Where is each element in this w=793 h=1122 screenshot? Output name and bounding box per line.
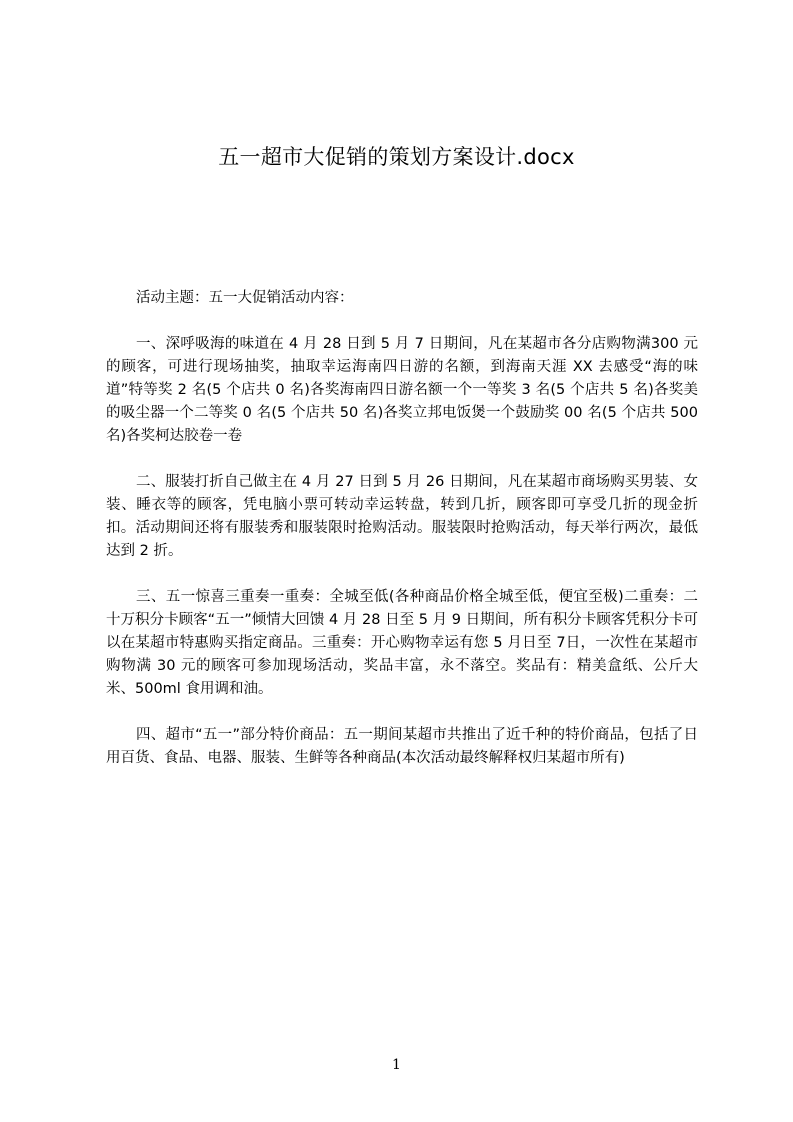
paragraph-section-one: 一、深呼吸海的味道在 4 月 28 日到 5 月 7 日期间，凡在某超市各分店购物满300 元的顾客，可进行现场抽奖，抽取幸运海南四日游的名额，到海南天涯 XX 去感受“海的味道”特等奖 2 名(5 个店共 0 名)各奖海南四日游名额一个一等奖 3 名(5 个店共 5 名)各奖美的吸尘器一个二等奖 0 名(5 个店共 50 名)各奖立邦电饭煲一个鼓励奖 00 名(5 个店共 500 名)各奖柯达胶卷一卷: [106, 336, 698, 444]
paragraph-section-two: 二、服装打折自己做主在 4 月 27 日到 5 月 26 日期间，凡在某超市商场购买男装、女装、睡衣等的顾客，凭电脑小票可转动幸运转盘，转到几折，顾客即可享受几折的现金折扣。活动期间还将有服装秀和服装限时抢购活动。服装限时抢购活动，每天举行两次，最低达到 2 折。: [106, 474, 698, 559]
paragraph-section-three: 三、五一惊喜三重奏一重奏：全城至低(各种商品价格全城至低，便宜至极)二重奏：二十万积分卡顾客“五一”倾情大回馈 4 月 28 日至 5 月 9 日期间，所有积分卡顾客凭积分卡可以在某超市特惠购买指定商品。三重奏：开心购物幸运有您 5 月日至 7日，一次性在某超市购物满 30 元的顾客可参加现场活动，奖品丰富，永不落空。奖品有：精美盒纸、公斤大米、500ml 食用调和油。: [106, 589, 698, 697]
paragraph-activity-theme: 活动主题：五一大促销活动内容：: [136, 290, 354, 306]
document-body: [106, 287, 698, 770]
paragraph-section-four: 四、超市“五一”部分特价商品：五一期间某超市共推出了近千种的特价商品，包括了日用百货、食品、电器、服装、生鲜等各种商品(本次活动最终解释权归某超市所有): [106, 727, 698, 766]
document-title: 五一超市大促销的策划方案设计.docx: [218, 145, 575, 169]
page-number: 1: [392, 1057, 401, 1073]
